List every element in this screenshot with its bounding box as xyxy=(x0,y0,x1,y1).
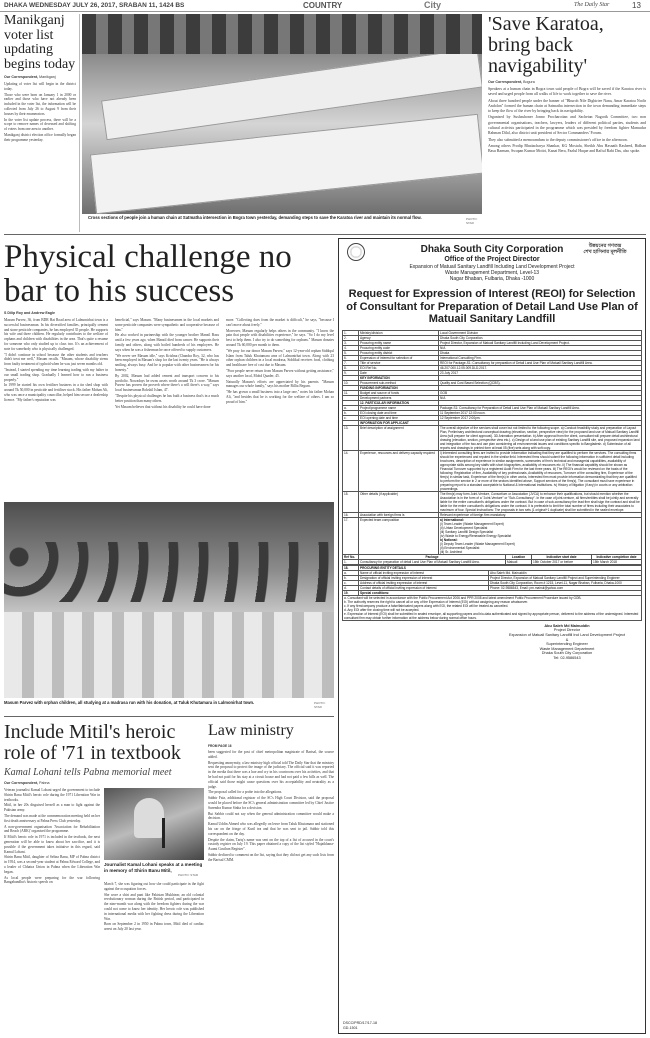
table-cell: Package-S1: Consultancy for Preparation of Detail Land Use Plan of Matuail Sanitary Landfill Area. xyxy=(439,405,642,410)
table-cell: 46.207.000.12.05.009.DLD.2017. xyxy=(439,365,642,370)
sig-line: Waste Management Department xyxy=(539,646,595,651)
law-headline: Law ministry xyxy=(208,722,294,739)
children-row xyxy=(4,542,334,602)
paragraph: Sabbir declined to comment on the list, saying that they did not get any such lists from the Barisal CMM. xyxy=(208,852,334,862)
masum-photo-credit: PHOTO: STAR xyxy=(314,701,326,709)
paragraph: March 7, she was figuring out how she could participate in the fight against the occupation forces. xyxy=(104,882,204,891)
paragraph: He also worked in partnership with the younger brother Manzil Basu until a few years ago, when Manzil died from cancer. He supports their family and others, along with boiled hundreds of his employees. He says when he was a fisherman he once offered to supply customers. xyxy=(115,333,219,352)
sig-line: Expansion of Matuail Sanitary Landfill Incl Land Development Project xyxy=(508,632,626,637)
physical-byline: S Dilip Roy and Andrew Eagle xyxy=(4,311,55,315)
paragraph: Organised by Sushashoner Jonno Procharottan and Sachetan Nagorik Committee, two non governmental organisations, teachers, lawyers, leaders of different political parties, students and cultural activists participated in the programme which was presided by freedom fighter Mamudur Rahman Dilal, also district unit president of Sector Commanders' Forum. xyxy=(488,115,646,136)
table-cell: Title of service xyxy=(359,360,439,365)
table-cell: Phone: 02-9586543, Email: pm.mainul@yahoo.com xyxy=(489,585,642,590)
pkg-head: Indicative completion date xyxy=(592,555,642,560)
table-cell: c. xyxy=(343,415,359,420)
condition: e. Expression of Interest (EOI) shall be submitted in sealed envelope, all supporting papers and bio-data authenticated and signed by appropriate person, delivered to the address of the undersigned. Interested consultant firm may obtain further information at the address below during normal office hours. xyxy=(344,611,639,620)
other-cell: The firm(s) may form Joint-Venture, Consortium or Association (JVCA) to enhance their qualifications, but should mention whether the Association is in the form of a "Joint-Venture" or "Sub-Consultancy". In the case of joint-venture, all firms/entities shall be jointly and severally liable for the entire consultant's obligations under the contract. But in case of sub-consultancy the lead firm shall sign the contract and shall be liable for the entire consultant's obligations under the contract. It is preferable to limit the total number of firms including their associates to maximum of four. Special Instructions: The proposals in two sets (1 original+1 duplicate) shall be submitted in the sealed envelope. xyxy=(440,491,640,512)
table-cell: Local Government Division xyxy=(439,330,642,335)
paragraph: Yet Masum believes that without his disability he could have done xyxy=(115,404,211,409)
table-cell: b. xyxy=(343,410,359,415)
paragraph: But Sabbir could not say when the general administration committee would make a decision. xyxy=(208,811,334,821)
table-cell: 12 September 2017 2:00pm. xyxy=(439,415,642,420)
table-cell: EOI closing date and time xyxy=(359,410,439,415)
sig-line: Tel: 02-9586543 xyxy=(553,655,581,660)
header-date: DHAKA WEDNESDAY JULY 26, 2017, SRABAN 11, 1424 BS xyxy=(4,2,185,9)
paragraph: Among others Prodip Bhattacharya Shankar, KG Mostafa, Sheikh Abu Hasnath Rasheed, Bidhan Basu Barman, Swapan Kumar Moitri, Kanai Bera, Fazlul Haque and Rafiul Rabi Das, also spoke. xyxy=(488,143,646,154)
pkg-head: Location xyxy=(506,555,532,560)
table-cell: b. xyxy=(343,575,359,580)
manikganj-byline: Our Correspondent, xyxy=(4,75,39,79)
sig-line: Dhaka South City Corporation xyxy=(541,651,593,656)
pkg-cell: 1. xyxy=(343,560,359,565)
table-cell: Procurement sub-method xyxy=(359,380,439,385)
paragraph: "I didn't continue in school because the other students and teachers didn't treat me well," Masum recalls. "Masum, whose disability stems from faulty treatment of typhoid when he was just seven months old. xyxy=(4,352,108,367)
column-divider xyxy=(79,14,80,232)
pkg-cell: Consultancy for preparation of detail Land Use Plan of Matuail Sanitary Landfill Area. xyxy=(359,560,506,565)
mitil-col-2 xyxy=(104,882,204,1034)
table-cell: 1. xyxy=(343,330,359,335)
paragraph: "Poor people never return from Masum Parvez without getting assistance," says another local, Mohd Quader, 45. xyxy=(226,368,334,378)
table-cell: EOI opening date and time xyxy=(359,415,439,420)
table-cell: EOI Ref No. xyxy=(359,365,439,370)
sig-line: & xyxy=(565,637,569,642)
personnel-line: a) International: xyxy=(440,517,464,522)
paragraph: Mitil, in her 20s disguised herself as a man to fight against the Pakistan army. xyxy=(4,803,100,813)
table-cell: d. xyxy=(343,585,359,590)
sig-line: Abu Saleh Md Mainuddin xyxy=(544,623,590,628)
condition: d. Any EOI after the closing time will not be accepted. xyxy=(344,607,420,612)
paragraph: By 2002, Masum had added cement and transport concern to his portfolio. Nowadays he owns assets worth around Tk 3 crore. "Masum Parvez has proven the proverb where there's a will there's a way," says local businessman Rokshil Islam, 47. xyxy=(115,373,219,393)
sig-line: Project Director xyxy=(553,628,581,633)
manikganj-place: Manikganj xyxy=(39,75,56,79)
manikganj-article xyxy=(4,14,76,232)
paragraph: They also submitted a memorandum to the deputy commissioner's office in the afternoon. xyxy=(488,137,628,142)
paragraph: About three hundred people under the banner of "Bhuroh Nile Dighirtee Nana, Amar Karatoa Nodir Andolon" formed the human chain at Satmatha intersection in the town demanding immediate steps to keep the flow of the river by bringing back its navigability. xyxy=(488,98,646,114)
page-header xyxy=(0,0,650,12)
condition: a. Consultant will be selected in accordance with the Public Procurement Act 2006 and PPR 2008 and latest amendment Public Procurement Procedure issued by GOB. xyxy=(344,595,582,600)
pkg-cell: 15th March 2018 xyxy=(592,560,642,565)
physical-headline: Physical challenge no bar to his success xyxy=(4,239,292,309)
entity-table: 18. PROCURING ENTITY DETAILS a. Name of official inviting expression of interest Abu Saleh Md. Mainuddin b. Designation of official inviting expression of interest Project Director, Expansion of Matuail Sanitary Landfill Project and Superintending Engineer c. Address of official inviting expression of interest Dhaka South City Corporation, Room # 1215, Level-11, Nagar Bhaban, Fulbaria, Dhaka-1000 d. Contact details of official inviting expression of interest Phone: 02-9586543, Email: pm.mainul@yahoo.com 19. Special conditions: a. Consultant will be selected in accordance with the Public Procurement Act 2006 and PPR 2008 and latest amendment Public Procurement Procedure issued by GOB. b. The authority reserves the right to cancel all or any of the Expression of Interest (EOI) without assigning any reason whatsoever. c. If any firm/company produce a false/fabricated papers along with EOI, the related EOI will be treated as cancelled. d. Any EOI after the closing time will not be accepted. e. Expression of Interest (EOI) shall be submitted in sealed envelope, all supporting papers and bio-data authenticated and signed by appropriate person, delivered to the address of the undersigned. Interested consultant firm may obtain further information at the address below during normal office hours. xyxy=(342,565,642,621)
table-cell: 8. xyxy=(343,365,359,370)
special-conditions xyxy=(343,595,642,620)
ad-code xyxy=(343,1021,377,1030)
table-cell: Budget and source of funds xyxy=(359,390,439,395)
table-cell: Contact details of official inviting expression of interest xyxy=(359,585,489,590)
table-cell: 5. xyxy=(343,350,359,355)
cell: Experience, resources and delivery capacity required xyxy=(359,450,439,491)
paragraph: "Despite his physical challenges he has built a business that's in a much better position than many others. xyxy=(115,393,219,403)
paragraph: Updating of voter list will begin in the district today. xyxy=(4,82,76,91)
mitil-place: Pabna xyxy=(39,781,50,785)
paragraph: Sabbir Faiz, additional registrar of the SC's High Court Division, said the proposal would be placed before the SC's general administration committee led by Chief Justice Surendra Kumar Sinha for a decision. xyxy=(208,796,334,810)
table-cell: a. xyxy=(343,405,359,410)
paragraph: "We pray for our donor Masum Parvez," says 12-year-old orphan Siddiqul Islam from Taluk Khutamara area of Lalmonirhat town. Along with 23 other orphan children in a local madrasa, Siddikul receives food, clothing and healthcare free of cost due to Masum. xyxy=(226,348,334,368)
paragraph: Naturally Masum's efforts are appreciated by his parents. "Masum manages our whole family," says his mother Billia Begum. xyxy=(226,379,334,389)
header-page-number: 13 xyxy=(632,1,641,10)
pkg-cell: 15th October 2017 or before xyxy=(532,560,592,565)
table-cell: 6. xyxy=(343,355,359,360)
tender-title: Request for Expression of Interest (REOI) for Selection of Consultant for Preparation of Detail Land Use Plan of Matuail Sanitary Landfill xyxy=(346,288,638,325)
kamal-caption: Journalist Kamal Lohani speaks at a meeting in memory of Shirin Banu Mitil, xyxy=(104,862,203,873)
section-label: Special conditions: xyxy=(359,590,642,595)
paragraph: The demand was made at the commemoration meeting held on her first death anniversary at Pabna Press Club yesterday. xyxy=(4,813,100,823)
personnel-line: (iv) Waste to Energy/Renewable Energy Specialist xyxy=(440,533,512,538)
karatoa-body xyxy=(488,87,646,155)
paragraph: beneficial," says Masum. "Many businessmen in the local markets and some pesticide companies were sympathetic and cooperative because of him." xyxy=(115,318,219,332)
karatoa-photo xyxy=(82,14,482,214)
pkg-head: Ref No. xyxy=(343,555,359,560)
paragraph: Moreover, Masum regularly helps others in the community. "I know the pain that people with disabilities experience," he says. "So I do my level best to help them. I also try to do something for orphans." Masum donates around Tk 60,000 per month to them. xyxy=(226,328,334,347)
table-cell: 2. xyxy=(343,335,359,340)
table-cell: Dhaka South City Corporation. xyxy=(439,335,642,340)
table-cell: Project/programme name xyxy=(359,405,439,410)
paragraph: Despite the claim, Tariq's name was sent on the top of a list of accused in the court's custody register on July 19. This paper obtained a copy of the list styled "Hajatkhana-Asami Gosthon Register". xyxy=(208,837,334,852)
table-cell: 23 July 2017 xyxy=(439,370,642,375)
paragraph: The proposal called for a probe into the allegations. xyxy=(208,790,283,795)
paragraph: "He has grown a small business into a large one," notes his father Mohan Ali, "and besides that he is working for the welfare of others. I am so proud of him." xyxy=(226,390,334,404)
table-cell: Ministry/division xyxy=(359,330,439,335)
tender-dept: Waste Management Department, Level-13 xyxy=(444,270,540,276)
kamal-lohani-photo xyxy=(104,788,204,860)
tender-org: Dhaka South City Corporation xyxy=(420,244,564,255)
pkg-cell: Matuail xyxy=(506,560,532,565)
paragraph: As local people were preparing for the war following Bangabandhu's historic speech on xyxy=(4,875,100,885)
code-line: GD-1501 xyxy=(343,1025,358,1030)
table-cell: 11. xyxy=(343,390,359,395)
table-cell: KEY INFORMATION xyxy=(359,375,439,380)
paragraph: Manikganj district election office formally began their programme yesterday. xyxy=(4,132,76,142)
table-cell: N/A xyxy=(439,345,642,350)
karatoa-caption: Cross sections of people join a human chain at Satmatha intersection in Bogra town yesterday, demanding steps to save the Karatoa river and maintain its normal flow. xyxy=(88,215,422,220)
paragraph: Masum Parvez, 36, from BDR Hat Road area of Lalmonirhat town is a successful businessman. In his diversified families, principally cement and stone pesticide companies, he has employed 35 people. He supports his wife and three children. He regularly contributes to the welfare of orphans and children with disabilities in the area. That's quite a resume for someone who only studied up to class two. It's an achievement of note for somebody who is physically challenged. xyxy=(4,318,108,351)
table-cell: FUNDING INFORMATION xyxy=(359,385,439,390)
mitil-subhead: Kamal Lohani tells Pabna memorial meet xyxy=(4,767,172,778)
law-body xyxy=(208,750,334,1034)
table-cell: 4. xyxy=(343,345,359,350)
law-frompage: FROM PAGE 16 xyxy=(208,744,232,748)
brief-cell: The overall objective of the services shall cover but not limited to the following scope. a) Conduct feasibility study and preparation of Layout Plan, Preliminary architectural conceptual drawing (elevation, section, perspective view) for the proposed land use of Matuail Sanitary Landfill Area (will prepare for client approval). 3D Animation presentation. b) After approval from the client, consultant will prepare detail architectural drawing (elevation, section, perspective view etc.). c) Design of a land use plan of existing Sanitary Landfill site, and proposed expansion land and integration of the two and use plan considering all environmental issues and conditions specific to Bangladesh. d) Submission of all reports and drawings in printed form at least 05 (five) sets along with soft copy. xyxy=(440,425,640,450)
table-cell: Procuring entity code xyxy=(359,345,439,350)
paragraph: "Instead, I started spending my time learning trading with my father in our small trading shop. Gradually I learned how to run a business properly." xyxy=(4,367,108,382)
header-section: COUNTRY xyxy=(303,1,343,10)
karatoa-place: Bogura xyxy=(523,80,535,84)
bangla-slogan: উন্নয়নের গণতন্ত্র xyxy=(588,243,622,249)
table-cell: 11 September 2017 12:00 noon. xyxy=(439,410,642,415)
paragraph: Kamal Uddin Ahmed who was allegedly on leave from Taluk Khutamara and stationed his car on the fringe of Kuril tea and that he was sent to jail. Sabbir told this correspondent on the day. xyxy=(208,822,334,836)
personnel-line: (iii) Sr. Architect xyxy=(440,549,463,554)
table-cell: GOB xyxy=(439,390,642,395)
table-cell: Address of official inviting expression of interest xyxy=(359,580,489,585)
table-cell: Development partners xyxy=(359,395,439,400)
personnel-line: (ii) Urban Development Specialist xyxy=(440,525,488,530)
section-rule xyxy=(4,234,646,235)
table-cell: Project Director, Expansion of Matuail Sanitary Landfill Including Land Development Project. xyxy=(439,340,642,345)
manikganj-body xyxy=(4,82,76,143)
section-label: PROCURING ENTITY DETAILS xyxy=(359,565,642,570)
paragraph: Born on September 2 in 1950 in Pabna town, Mitil died of cardiac arrest on July 20 last year. xyxy=(104,922,204,932)
table-cell: Quality and Cost Based Selection (QCBS). xyxy=(439,380,642,385)
physical-col-2 xyxy=(115,318,219,498)
table-cell: Procuring entity name xyxy=(359,340,439,345)
tender-project: Expansion of Matuail Sanitary Landfill Including Land Development Project xyxy=(409,264,575,270)
kamal-photo-credit: PHOTO: STAR xyxy=(178,873,199,877)
paragraph: A non-government organisation 'Association for Rehabilitation and Reach (ARK)' organised the programme. xyxy=(4,824,100,834)
karatoa-byline: Our Correspondent, xyxy=(488,80,523,84)
paragraph: In the voter list update process, there will be a scope to remove names of deceased and shifting of voters from one area to another. xyxy=(4,117,76,132)
paragraph: Requesting anonymity, a law ministry high official told The Daily Star that the ministry sent the proposal to protect the image of the judiciary. The official said it was reported in the media that there was a hue and cry in his courtroom over his activities, and that he had not paid for his stay at a circuit house and had not paid a few bills as well. The official said those might cause questions over his acceptability and neutrality as a judge. xyxy=(208,760,334,789)
paragraph: Those who were born on January 1 in 2000 or earlier and those who have not already been included in the voter list, the information will be collected from July 26 to August 9 from their houses by their enumerators. xyxy=(4,92,76,116)
table-cell: Designation of official inviting expression of interest xyxy=(359,575,489,580)
tender-info-table: 1. Ministry/division Local Government Division 2. Agency Dhaka South City Corporation. 3. Procuring entity name Project Director, Expansion of Matuail Sanitary Landfill Including Land Development Project. 4. Procuring entity code N/A 5. Procuring entity district Dhaka 6. Expression of interest for selection of International Consulting Firm. 7. Title of service REOI for Package-S1: Consultancy for preparation of Detail Land Use Plan of Matuail Sanitary Landfill Area. 8. EOI Ref No. 46.207.000.12.05.009.DLD.2017. 9. Date 23 July 2017 KEY INFORMATION 10. Procurement sub-method Quality and Cost Based Selection (QCBS). FUNDING INFORMATION 11. Budget and source of funds GOB Development partners N/A 12. PARTICULAR INFORMATION a. Project/programme name Package-S1: Consultancy for Preparation of Detail Land Use Plan of Matuail Sanitary Landfill Area. b. EOI closing date and time 11 September 2017 12:00 noon. c. EOI opening date and time 12 September 2017 2:00pm. INFORMATION FOR APPLICANT 13. Brief description of assignment The overall objective of the services shall cover but not limited to the following scope. a) Conduct feasibility study and preparation of Layout Plan, Preliminary architectural conceptual drawing (elevation, section, perspective view) for the proposed land use of Matuail Sanitary Landfill Area (will prepare for client approval). 3D Animation presentation. b) After approval from the client, consultant will prepare detail architectural drawing (elevation, section, perspective view etc.). c) Design of a land use plan of existing Sanitary Landfill site, and proposed expansion land and integration of the two and use plan considering all environmental issues and conditions specific to Bangladesh. d) Submission of all reports and drawings in printed form at least 05 (five) sets along with soft copy. 14. Experience, resources and delivery capacity required i) Interested consulting firms are invited to provide information indicating that they are qualified to perform the services. The consulting firms should be experienced and reputed in the similar field. Interested firms should submit the following information in sufficient detail including brochures, description of experience in similar assignments, summaries of firm's technical and managerial capabilities, availability of appropriate skills among key staffs with short biographies, availability of resources etc. ii) The financial capability should be shown as Financial Turnover supported by a registered Audit Firm for the last three years. iii) The REOI's would be reviewed on the basis of the following: Registration of firm, Availability of key professionals, Availability of resources, Turnover of the consulting firm, Experience of the firm(s) in similar task, Experience of the firm(s) in other works, Interested firm must provide information demonstrating that they are qualified to perform the service in 2 or more of the sectors identified above, Support services of the firm(s), The consultant must have experience in preparing report to a standard acceptable to National & International institutions. iv) History of litigation (if any) in courts or any arbitration proceedings. 15. Other details (if applicable) The firm(s) may form Joint-Venture, Consortium or Association (JVCA) to enhance their qualifications, but should mention whether the Association is in the form of a "Joint-Venture" or "Sub-Consultancy". In the case of joint-venture, all firms/entities shall be jointly and severally liable for the entire consultant's obligations under the contract. But in case of sub-consultancy the lead firm shall sign the contract and shall be liable for the entire consultant's obligations under the contract. It is preferable to limit the total number of firms including their associates to maximum of four. Special Instructions: The proposals in two sets (1 original+1 duplicate) shall be submitted in the sealed envelope. 16. Association with foreign firms is Relevant experience of foreign firm mandatory. 17. Expected team composition a) International: (i) Team Leader (Waste Management Expert) (ii) Urban Development Specialist (iii) Sanitary Landfill Design Specialist (iv) Waste to Energy/Renewable Energy Specialist b) National: (i) Deputy Team Leader (Waste Management Expert) (ii) Environmental Specialist (iii) Sr. Architect xyxy=(344,330,640,554)
condition: b. The authority reserves the right to cancel all or any of the Expression of Interest (EOI) without assigning any reason whatsoever. xyxy=(344,599,529,604)
mitil-byline: Our Correspondent, xyxy=(4,781,39,785)
table-cell: 7. xyxy=(343,360,359,365)
table-cell: Dhaka South City Corporation, Room # 1215, Level-11, Nagar Bhaban, Fulbaria, Dhaka-1000 xyxy=(489,580,642,585)
crowd xyxy=(82,14,482,54)
condition: c. If any firm/company produce a false/fabricated papers along with EOI, the related EOI will be treated as cancelled. xyxy=(344,603,509,608)
paragraph: more. "Collecting dues from the market is difficult," he says, "because I can't move about freely." xyxy=(226,318,334,327)
physical-col-1 xyxy=(4,318,108,498)
table-row xyxy=(343,575,642,580)
paragraph: "We never see Masum idle," says Krishna (Chandra Roy, 32, who has been employed in Masum's shop for the last twenty years. "He is always smiling, always busy. And he is popular with other businessmen for his honesty." xyxy=(115,353,219,372)
paragraph: If Mitil's heroic role in 1971 is included in the textbook, the next generation will be able to know about her sacrifice, and it is possible if the government takes initiative in this regard, said Kamal Lohani. xyxy=(4,835,100,854)
paragraph: Veteran journalist Kamal Lohani urged the government to include Shirin Banu Mitil's heroic role during the 1971 Liberation War in textbooks. xyxy=(4,788,100,802)
table-cell: 10. xyxy=(343,380,359,385)
table-cell: Agency xyxy=(359,335,439,340)
table-cell: INFORMATION FOR APPLICANT xyxy=(359,420,439,425)
tender-advertisement xyxy=(338,238,646,1034)
mitil-headline: Include Mitil's heroic role of '71 in textbook xyxy=(4,721,181,764)
code-line: DSCC/PRD/17/17-18 xyxy=(343,1021,377,1026)
manikganj-headline: Manikganj voter list updating begins today xyxy=(4,13,76,72)
paragraph: Speakers at a human chain in Bogra town said people of Bogra will be saved if the Karatoa river is saved and urged people from all walks of life to work together to save the river. xyxy=(488,87,646,97)
table-cell: 9. xyxy=(343,370,359,375)
table-cell: Name of official inviting expression of interest xyxy=(359,570,489,575)
table-cell: 12. PARTICULAR INFORMATION xyxy=(359,400,439,405)
paragraph: Shirin Banu Mitil, daughter of Selina Banu, MP of Pabna district in 1954, was a second-year student at Pabna Edward College, and a leader of Chhatra Union in Pabna when the Liberation War began. xyxy=(4,855,100,874)
experience-cell: i) Interested consulting firms are invited to provide information indicating that they are qualified to perform the services. The consulting firms should be experienced and reputed in the similar field. Interested firms should submit the following information in sufficient detail including brochures, description of experience in similar assignments, summaries of firm's technical and managerial capabilities, availability of appropriate skills among key staffs with short biographies, availability of resources etc. ii) The financial capability should be shown as Financial Turnover supported by a registered Audit Firm for the last three years. iii) The REOI's would be reviewed on the basis of the following: Registration of firm, Availability of key professionals, Availability of resources, Turnover of the consulting firm, Experience of the firm(s) in similar task, Experience of the firm(s) in other works, Interested firm must provide information demonstrating that they are qualified to perform the service in 2 or more of the sectors identified above, Support services of the firm(s), The consultant must have experience in preparing report to a standard acceptable to National & International institutions. iv) History of litigation (if any) in courts or any arbitration proceedings. xyxy=(439,450,642,491)
speaker xyxy=(134,798,164,838)
table-cell: Date xyxy=(359,370,439,375)
cell: Brief description of assignment xyxy=(359,425,439,450)
table-cell: REOI for Package-S1: Consultancy for preparation of Detail Land Use Plan of Matuail Sanitary Landfill Area. xyxy=(439,360,642,365)
table-cell: Project Director, Expansion of Matuail Sanitary Landfill Project and Superintending Engineer xyxy=(489,575,642,580)
paragraph: She wore a shirt and pant like Pakistan Mukhtear, an old colonial revolutionary woman during the British period, and participated in the nine-month war along with the freedom fighters during the war could not come to know her identity. Her heroic role was published in international media with her fighting dress during the Liberation War. xyxy=(104,892,204,921)
karatoa-headline: 'Save Karatoa, bring back navigability' xyxy=(488,13,604,77)
header-city: City xyxy=(424,0,442,10)
personnel-cell xyxy=(439,517,642,554)
personnel-line: b) National: xyxy=(440,537,458,542)
masum-photo xyxy=(4,502,334,698)
table-cell: 3. xyxy=(343,340,359,345)
table-cell: Dhaka xyxy=(439,350,642,355)
table-cell: International Consulting Firm. xyxy=(439,355,642,360)
physical-col-3 xyxy=(226,318,334,498)
table-cell: N/A xyxy=(439,395,642,400)
table-row xyxy=(343,580,642,585)
table-cell: a. xyxy=(343,570,359,575)
mitil-col-1 xyxy=(4,788,100,1034)
pkg-head: Package xyxy=(359,555,506,560)
cell: Expected team composition xyxy=(359,517,439,554)
karatoa-photo-credit: PHOTO: STAR xyxy=(466,217,478,225)
signature-block xyxy=(492,624,642,661)
bangla-slogan: শেখ হাসিনার মূলনীতি xyxy=(583,249,627,255)
microphone xyxy=(162,818,165,848)
header-paper: The Daily Star xyxy=(574,2,610,8)
package-table xyxy=(342,554,642,565)
section-rule xyxy=(4,716,334,717)
assoc-cell: Relevant experience of foreign firm mandatory. xyxy=(439,512,642,517)
dscc-logo xyxy=(347,243,365,261)
personnel-line: (ii) Environmental Specialist xyxy=(440,545,480,550)
sig-line: Superintending Engineer xyxy=(546,642,588,647)
table-cell: c. xyxy=(343,580,359,585)
table-cell: Abu Saleh Md. Mainuddin xyxy=(489,570,642,575)
personnel-line: (iii) Sanitary Landfill Design Specialist xyxy=(440,529,494,534)
children-row xyxy=(4,612,334,698)
tender-office: Office of the Project Director xyxy=(444,256,540,263)
personnel-line: (i) Deputy Team Leader (Waste Management Expert) xyxy=(440,541,515,546)
paragraph: In 1999 he started his own fertiliser business in a tin shed shop with around Tk 50,000 in pesticide and fertiliser stock. His father Mohan Ali, who was once a municipality councillor, helped him secure a dealership licence. "My father's reputation was xyxy=(4,383,108,402)
table-cell: Procuring entity district xyxy=(359,350,439,355)
masum-caption: Masum Parvez with orphan children, all studying at a madrasa run with his donation, at Taluk Khutamara in Lalmonirhat town. xyxy=(4,700,255,705)
paragraph: been suggested for the post of chief metropolitan magistrate of Barisal, the source added. xyxy=(208,750,334,759)
tender-address: Nagar Bhaban, Fulbaria, Dhaka -1000 xyxy=(449,276,535,282)
pkg-head: Indicative start date xyxy=(532,555,592,560)
table-cell: Expression of interest for selection of xyxy=(359,355,439,360)
karatoa-article xyxy=(488,14,646,232)
cell: Association with foreign firms is xyxy=(359,512,439,517)
personnel-line: (i) Team Leader (Waste Management Expert) xyxy=(440,521,504,526)
cell: Other details (if applicable) xyxy=(359,491,439,512)
